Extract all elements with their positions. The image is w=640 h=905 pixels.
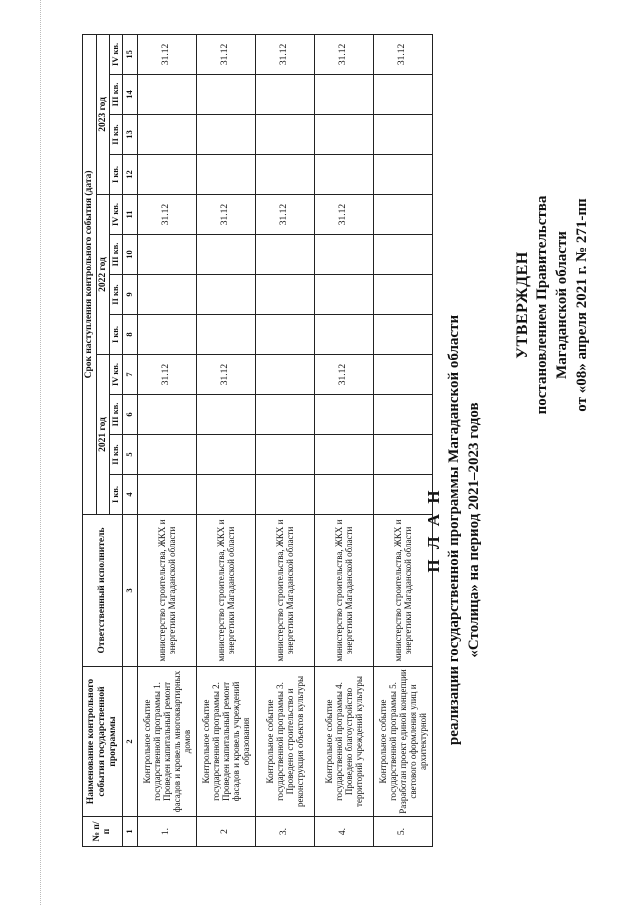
deadline-cell [255, 275, 314, 315]
deadline-cell [373, 435, 432, 475]
approval-line-2: Магаданской области [553, 231, 570, 379]
deadline-cell [196, 75, 255, 115]
deadline-cell [314, 395, 373, 435]
deadline-cell [137, 275, 196, 315]
header-quarter: I кв. [110, 155, 123, 195]
plan-title-line-2: реализации государственной программы Магаданской области [446, 314, 463, 746]
approval-heading: УТВЕРЖДЕН [514, 251, 531, 359]
deadline-cell [137, 155, 196, 195]
deadline-cell [373, 315, 432, 355]
deadline-cell [255, 155, 314, 195]
deadline-cell [255, 355, 314, 395]
deadline-cell [373, 75, 432, 115]
deadline-cell [137, 115, 196, 155]
executor: министерство строительства, ЖКХ и энергетики Магаданской области [373, 515, 432, 667]
header-year-2022: 2022 год [96, 195, 110, 355]
column-index: 15 [122, 34, 137, 74]
row-number: 5. [373, 817, 432, 847]
column-index: 2 [122, 667, 137, 817]
header-quarter: II кв. [110, 275, 123, 315]
table-row [196, 34, 255, 846]
plan-title-heading: П Л А Н [424, 487, 443, 573]
column-index: 1 [122, 817, 137, 847]
row-number: 1. [137, 817, 196, 847]
deadline-cell [196, 435, 255, 475]
event-name: Контрольное событие государственной программы 2. Проведен капитальный ремонт фасадов и кровель учреждений образования [196, 667, 255, 817]
header-quarter: I кв. [110, 315, 123, 355]
deadline-cell [137, 435, 196, 475]
table-row [255, 34, 314, 846]
row-number: 4. [314, 817, 373, 847]
deadline-cell: 31.12 [137, 355, 196, 395]
deadline-cell: 31.12 [373, 34, 432, 74]
row-number: 2 [196, 817, 255, 847]
header-num: № п/п [83, 817, 123, 847]
header-quarter: I кв. [110, 475, 123, 515]
deadline-cell [314, 275, 373, 315]
approval-block [512, 155, 593, 455]
approval-line-1: постановлением Правительства [534, 195, 551, 415]
event-name: Контрольное событие государственной программы 1. Проведен капитальный ремонт фасадов и кровель многоквартирных домов [137, 667, 196, 817]
table-row [373, 34, 432, 846]
deadline-cell [255, 75, 314, 115]
header-quarter: III кв. [110, 395, 123, 435]
deadline-cell [255, 395, 314, 435]
deadline-cell [314, 235, 373, 275]
column-index: 4 [122, 475, 137, 515]
deadline-cell [373, 155, 432, 195]
deadline-cell: 31.12 [255, 195, 314, 235]
header-deadline-group: Срок наступления контрольного события (дата) [83, 34, 97, 514]
deadline-cell [137, 235, 196, 275]
deadline-cell [137, 75, 196, 115]
deadline-cell [196, 315, 255, 355]
column-index: 9 [122, 275, 137, 315]
deadline-cell [373, 235, 432, 275]
scan-edge-line [40, 0, 42, 905]
deadline-cell: 31.12 [137, 195, 196, 235]
approval-line-3: от «08» апреля 2021 г. № 271-пп [573, 198, 590, 412]
table-row [314, 34, 373, 846]
deadline-cell [314, 155, 373, 195]
executor: министерство строительства, ЖКХ и энергетики Магаданской области [196, 515, 255, 667]
deadline-cell [137, 315, 196, 355]
deadline-cell [255, 235, 314, 275]
column-index: 10 [122, 235, 137, 275]
deadline-cell: 31.12 [314, 355, 373, 395]
header-quarter: II кв. [110, 115, 123, 155]
column-index: 5 [122, 435, 137, 475]
event-name: Контрольное событие государственной программы 5. Разработан проект единой концепции светового оформления улиц и архитектурной [373, 667, 432, 817]
deadline-cell [196, 155, 255, 195]
deadline-cell [373, 475, 432, 515]
column-index: 7 [122, 355, 137, 395]
deadline-cell [373, 115, 432, 155]
deadline-cell: 31.12 [314, 34, 373, 74]
deadline-cell: 31.12 [137, 34, 196, 74]
deadline-cell [196, 115, 255, 155]
deadline-cell [373, 355, 432, 395]
column-index: 6 [122, 395, 137, 435]
deadline-cell [314, 475, 373, 515]
executor: министерство строительства, ЖКХ и энергетики Магаданской области [137, 515, 196, 667]
event-name: Контрольное событие государственной программы 4. Проведено благоустройство территорий учреждений культуры [314, 667, 373, 817]
row-number: 3. [255, 817, 314, 847]
deadline-cell: 31.12 [196, 195, 255, 235]
deadline-cell [196, 475, 255, 515]
deadline-cell [255, 475, 314, 515]
plan-table [82, 34, 433, 847]
table-row [137, 34, 196, 846]
header-name: Наименование контрольного события государственной программы [83, 667, 123, 817]
deadline-cell [373, 195, 432, 235]
deadline-cell [196, 395, 255, 435]
deadline-cell: 31.12 [314, 195, 373, 235]
deadline-cell [314, 435, 373, 475]
deadline-cell [314, 315, 373, 355]
header-quarter: IV кв. [110, 355, 123, 395]
column-index: 12 [122, 155, 137, 195]
header-quarter: IV кв. [110, 34, 123, 74]
header-executor: Ответственный исполнитель [83, 515, 123, 667]
event-name: Контрольное событие государственной программы 3. Проведено строительство и реконструкция объектов культуры [255, 667, 314, 817]
deadline-cell [373, 275, 432, 315]
column-index: 13 [122, 115, 137, 155]
header-year-2023: 2023 год [96, 34, 110, 194]
column-index: 3 [122, 515, 137, 667]
deadline-cell [314, 115, 373, 155]
executor: министерство строительства, ЖКХ и энергетики Магаданской области [255, 515, 314, 667]
deadline-cell [255, 435, 314, 475]
column-index-row [122, 34, 137, 846]
plan-title-line-3: «Столица» на период 2021–2023 годов [465, 402, 482, 658]
deadline-cell [255, 115, 314, 155]
deadline-cell [137, 475, 196, 515]
deadline-cell [196, 275, 255, 315]
deadline-cell: 31.12 [196, 355, 255, 395]
column-index: 14 [122, 75, 137, 115]
header-quarter: III кв. [110, 75, 123, 115]
header-quarter: II кв. [110, 435, 123, 475]
deadline-cell: 31.12 [255, 34, 314, 74]
deadline-cell [373, 395, 432, 435]
header-quarter: III кв. [110, 235, 123, 275]
header-quarter: IV кв. [110, 195, 123, 235]
column-index: 11 [122, 195, 137, 235]
deadline-cell [314, 75, 373, 115]
deadline-cell: 31.12 [196, 34, 255, 74]
header-year-2021: 2021 год [96, 355, 110, 515]
deadline-cell [255, 315, 314, 355]
deadline-cell [196, 235, 255, 275]
column-index: 8 [122, 315, 137, 355]
executor: министерство строительства, ЖКХ и энергетики Магаданской области [314, 515, 373, 667]
deadline-cell [137, 395, 196, 435]
